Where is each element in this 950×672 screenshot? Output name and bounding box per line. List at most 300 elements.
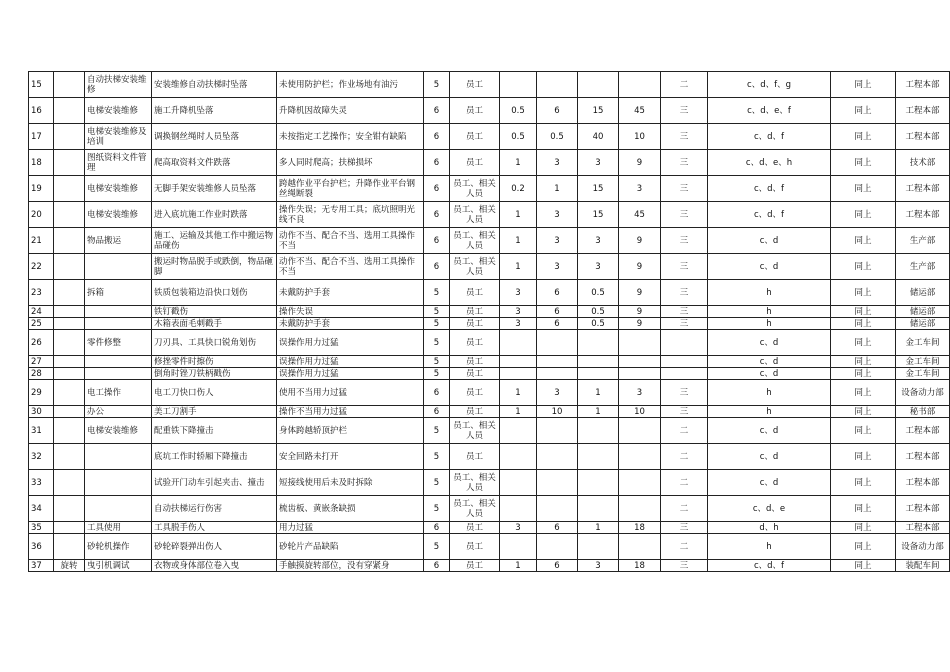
risk-score-cell: 18 <box>619 522 661 534</box>
code-cell: 5 <box>424 356 450 368</box>
exposure-cell: 6 <box>537 318 578 330</box>
activity-cell: 自动扶梯安装维修 <box>85 72 152 98</box>
time-cell: 同上 <box>831 330 896 356</box>
category-cell <box>54 368 85 380</box>
hazard-cell: 铁钉戳伤 <box>152 306 277 318</box>
control-measures-cell: c、d <box>708 330 831 356</box>
likelihood-cell: 0.5 <box>500 124 537 150</box>
time-cell: 同上 <box>831 444 896 470</box>
exposure-cell: 3 <box>537 380 578 406</box>
department-cell: 工程本部 <box>896 202 950 228</box>
likelihood-cell <box>500 534 537 560</box>
risk-score-cell: 9 <box>619 254 661 280</box>
risk-level-cell: 三 <box>661 560 708 572</box>
table-row <box>29 406 950 418</box>
exposure-cell: 6 <box>537 522 578 534</box>
code-cell: 6 <box>424 254 450 280</box>
activity-cell: 电梯安装维修 <box>85 176 152 202</box>
cause-cell: 误操作用力过猛 <box>277 356 424 368</box>
code-cell: 5 <box>424 306 450 318</box>
table-row <box>29 124 950 150</box>
consequence-cell <box>578 470 619 496</box>
category-cell <box>54 124 85 150</box>
activity-cell: 砂轮机操作 <box>85 534 152 560</box>
department-cell: 储运部 <box>896 306 950 318</box>
activity-cell: 电梯安装维修 <box>85 202 152 228</box>
time-cell: 同上 <box>831 124 896 150</box>
code-cell: 6 <box>424 124 450 150</box>
cause-cell: 使用不当用力过猛 <box>277 380 424 406</box>
risk-assessment-table <box>28 71 950 572</box>
activity-cell <box>85 368 152 380</box>
hazard-cell: 木箱表面毛刺戳手 <box>152 318 277 330</box>
activity-cell: 电梯安装维修 <box>85 98 152 124</box>
likelihood-cell: 1 <box>500 150 537 176</box>
activity-cell: 拆箱 <box>85 280 152 306</box>
consequence-cell: 40 <box>578 124 619 150</box>
affected-people-cell: 员工 <box>450 534 500 560</box>
risk-score-cell <box>619 368 661 380</box>
row-number-cell: 20 <box>29 202 54 228</box>
category-cell <box>54 254 85 280</box>
time-cell: 同上 <box>831 368 896 380</box>
department-cell: 秘书部 <box>896 406 950 418</box>
department-cell: 设备动力部 <box>896 380 950 406</box>
row-number-cell: 29 <box>29 380 54 406</box>
category-cell <box>54 202 85 228</box>
row-number-cell: 22 <box>29 254 54 280</box>
hazard-cell: 刀刃具、工具快口锐角划伤 <box>152 330 277 356</box>
risk-level-cell: 二 <box>661 418 708 444</box>
risk-level-cell: 三 <box>661 380 708 406</box>
category-cell <box>54 356 85 368</box>
cause-cell: 身体跨越轿顶护栏 <box>277 418 424 444</box>
department-cell: 工程本部 <box>896 444 950 470</box>
exposure-cell <box>537 72 578 98</box>
risk-score-cell: 45 <box>619 98 661 124</box>
risk-level-cell: 二 <box>661 496 708 522</box>
time-cell: 同上 <box>831 356 896 368</box>
exposure-cell <box>537 470 578 496</box>
risk-level-cell <box>661 368 708 380</box>
hazard-cell: 配重铁下降撞击 <box>152 418 277 444</box>
consequence-cell: 3 <box>578 254 619 280</box>
cause-cell: 操作不当用力过猛 <box>277 406 424 418</box>
control-measures-cell: h <box>708 406 831 418</box>
table-row <box>29 470 950 496</box>
cause-cell: 操作失误 <box>277 306 424 318</box>
hazard-cell: 铁质包装箱边沿快口划伤 <box>152 280 277 306</box>
code-cell: 6 <box>424 176 450 202</box>
code-cell: 5 <box>424 418 450 444</box>
affected-people-cell: 员工、相关人员 <box>450 470 500 496</box>
row-number-cell: 18 <box>29 150 54 176</box>
category-cell <box>54 98 85 124</box>
exposure-cell: 1 <box>537 176 578 202</box>
control-measures-cell: c、d、f、g <box>708 72 831 98</box>
category-cell <box>54 406 85 418</box>
activity-cell: 物品搬运 <box>85 228 152 254</box>
risk-level-cell: 三 <box>661 306 708 318</box>
category-cell: 旋转 <box>54 560 85 572</box>
table-row <box>29 444 950 470</box>
control-measures-cell: c、d <box>708 418 831 444</box>
cause-cell: 未按指定工艺操作；安全钳有缺陷 <box>277 124 424 150</box>
code-cell: 6 <box>424 406 450 418</box>
time-cell: 同上 <box>831 418 896 444</box>
cause-cell: 多人同时爬高；扶梯损坏 <box>277 150 424 176</box>
risk-score-cell: 9 <box>619 280 661 306</box>
hazard-cell: 修挫零件时擦伤 <box>152 356 277 368</box>
department-cell: 工程本部 <box>896 496 950 522</box>
risk-score-cell <box>619 356 661 368</box>
affected-people-cell: 员工、相关人员 <box>450 496 500 522</box>
exposure-cell: 6 <box>537 98 578 124</box>
cause-cell: 操作失误；无专用工具；底坑照明光线不良 <box>277 202 424 228</box>
likelihood-cell: 3 <box>500 522 537 534</box>
hazard-cell: 爬高取资料文件跌落 <box>152 150 277 176</box>
affected-people-cell: 员工 <box>450 124 500 150</box>
row-number-cell: 33 <box>29 470 54 496</box>
row-number-cell: 21 <box>29 228 54 254</box>
table-row <box>29 356 950 368</box>
row-number-cell: 32 <box>29 444 54 470</box>
code-cell: 6 <box>424 560 450 572</box>
exposure-cell: 6 <box>537 560 578 572</box>
hazard-cell: 施工升降机坠落 <box>152 98 277 124</box>
control-measures-cell: h <box>708 280 831 306</box>
cause-cell: 未戴防护手套 <box>277 280 424 306</box>
exposure-cell: 10 <box>537 406 578 418</box>
risk-level-cell: 二 <box>661 534 708 560</box>
hazard-cell: 搬运时物品脱手或跌倒，物品砸脚 <box>152 254 277 280</box>
affected-people-cell: 员工 <box>450 380 500 406</box>
affected-people-cell: 员工、相关人员 <box>450 202 500 228</box>
time-cell: 同上 <box>831 280 896 306</box>
cause-cell: 升降机因故障失灵 <box>277 98 424 124</box>
exposure-cell: 3 <box>537 150 578 176</box>
consequence-cell: 15 <box>578 98 619 124</box>
likelihood-cell <box>500 72 537 98</box>
affected-people-cell: 员工、相关人员 <box>450 228 500 254</box>
affected-people-cell: 员工 <box>450 560 500 572</box>
control-measures-cell: h <box>708 306 831 318</box>
likelihood-cell: 3 <box>500 318 537 330</box>
risk-level-cell: 三 <box>661 202 708 228</box>
code-cell: 5 <box>424 72 450 98</box>
activity-cell: 电梯安装维修及培训 <box>85 124 152 150</box>
consequence-cell: 0.5 <box>578 280 619 306</box>
consequence-cell: 3 <box>578 560 619 572</box>
activity-cell: 图纸资料文件管理 <box>85 150 152 176</box>
department-cell: 设备动力部 <box>896 534 950 560</box>
time-cell: 同上 <box>831 534 896 560</box>
category-cell <box>54 280 85 306</box>
code-cell: 5 <box>424 280 450 306</box>
row-number-cell: 19 <box>29 176 54 202</box>
department-cell: 生产部 <box>896 254 950 280</box>
hazard-cell: 施工、运输及其他工作中搬运物品碰伤 <box>152 228 277 254</box>
code-cell: 5 <box>424 318 450 330</box>
consequence-cell: 15 <box>578 176 619 202</box>
hazard-cell: 工具脱手伤人 <box>152 522 277 534</box>
likelihood-cell <box>500 368 537 380</box>
table-row <box>29 380 950 406</box>
department-cell: 技术部 <box>896 150 950 176</box>
row-number-cell: 35 <box>29 522 54 534</box>
time-cell: 同上 <box>831 202 896 228</box>
consequence-cell <box>578 418 619 444</box>
risk-score-cell <box>619 330 661 356</box>
time-cell: 同上 <box>831 228 896 254</box>
category-cell <box>54 470 85 496</box>
risk-score-cell <box>619 470 661 496</box>
table-row <box>29 368 950 380</box>
department-cell: 储运部 <box>896 318 950 330</box>
time-cell: 同上 <box>831 72 896 98</box>
risk-level-cell <box>661 330 708 356</box>
row-number-cell: 28 <box>29 368 54 380</box>
table-row <box>29 522 950 534</box>
row-number-cell: 27 <box>29 356 54 368</box>
table-row <box>29 418 950 444</box>
activity-cell: 电工操作 <box>85 380 152 406</box>
risk-score-cell: 9 <box>619 318 661 330</box>
activity-cell: 曳引机调试 <box>85 560 152 572</box>
time-cell: 同上 <box>831 254 896 280</box>
affected-people-cell: 员工 <box>450 318 500 330</box>
category-cell <box>54 228 85 254</box>
department-cell: 生产部 <box>896 228 950 254</box>
consequence-cell: 1 <box>578 522 619 534</box>
table-row <box>29 318 950 330</box>
category-cell <box>54 534 85 560</box>
department-cell: 工程本部 <box>896 418 950 444</box>
time-cell: 同上 <box>831 176 896 202</box>
department-cell: 金工车间 <box>896 368 950 380</box>
exposure-cell <box>537 496 578 522</box>
time-cell: 同上 <box>831 306 896 318</box>
department-cell: 工程本部 <box>896 124 950 150</box>
hazard-cell: 美工刀割手 <box>152 406 277 418</box>
activity-cell <box>85 470 152 496</box>
control-measures-cell: h <box>708 380 831 406</box>
affected-people-cell: 员工 <box>450 444 500 470</box>
likelihood-cell: 3 <box>500 280 537 306</box>
code-cell: 6 <box>424 228 450 254</box>
affected-people-cell: 员工、相关人员 <box>450 418 500 444</box>
table-row <box>29 98 950 124</box>
control-measures-cell: d、h <box>708 522 831 534</box>
hazard-cell: 试验开门动车引起夹击、撞击 <box>152 470 277 496</box>
risk-score-cell: 9 <box>619 306 661 318</box>
cause-cell: 砂轮片产品缺陷 <box>277 534 424 560</box>
code-cell: 5 <box>424 368 450 380</box>
control-measures-cell: c、d、f <box>708 202 831 228</box>
likelihood-cell <box>500 496 537 522</box>
hazard-cell: 调换钢丝绳时人员坠落 <box>152 124 277 150</box>
category-cell <box>54 176 85 202</box>
hazard-cell: 衣物或身体部位卷入曳 <box>152 560 277 572</box>
table-row <box>29 202 950 228</box>
exposure-cell: 0.5 <box>537 124 578 150</box>
control-measures-cell: h <box>708 318 831 330</box>
code-cell: 5 <box>424 444 450 470</box>
hazard-cell: 电工刀快口伤人 <box>152 380 277 406</box>
consequence-cell: 3 <box>578 228 619 254</box>
row-number-cell: 30 <box>29 406 54 418</box>
consequence-cell <box>578 72 619 98</box>
risk-score-cell <box>619 496 661 522</box>
activity-cell <box>85 318 152 330</box>
code-cell: 6 <box>424 150 450 176</box>
control-measures-cell: c、d <box>708 444 831 470</box>
table-row <box>29 330 950 356</box>
category-cell <box>54 72 85 98</box>
risk-level-cell: 三 <box>661 280 708 306</box>
time-cell: 同上 <box>831 380 896 406</box>
department-cell: 工程本部 <box>896 176 950 202</box>
code-cell: 6 <box>424 202 450 228</box>
row-number-cell: 36 <box>29 534 54 560</box>
activity-cell: 电梯安装维修 <box>85 418 152 444</box>
risk-level-cell: 三 <box>661 406 708 418</box>
cause-cell: 短接线使用后未及时拆除 <box>277 470 424 496</box>
row-number-cell: 25 <box>29 318 54 330</box>
risk-level-cell: 三 <box>661 98 708 124</box>
likelihood-cell: 0.2 <box>500 176 537 202</box>
affected-people-cell: 员工 <box>450 330 500 356</box>
hazard-cell: 倒角时锉刀铁柄戳伤 <box>152 368 277 380</box>
table-row <box>29 280 950 306</box>
category-cell <box>54 306 85 318</box>
risk-level-cell: 三 <box>661 522 708 534</box>
cause-cell: 手触摸旋转部位，没有穿紧身 <box>277 560 424 572</box>
risk-score-cell: 3 <box>619 380 661 406</box>
cause-cell: 安全回路未打开 <box>277 444 424 470</box>
time-cell: 同上 <box>831 496 896 522</box>
consequence-cell <box>578 534 619 560</box>
control-measures-cell: h <box>708 534 831 560</box>
exposure-cell: 3 <box>537 228 578 254</box>
time-cell: 同上 <box>831 560 896 572</box>
activity-cell <box>85 496 152 522</box>
cause-cell: 梳齿板、黄嵌条缺损 <box>277 496 424 522</box>
risk-level-cell: 二 <box>661 470 708 496</box>
row-number-cell: 23 <box>29 280 54 306</box>
department-cell: 储运部 <box>896 280 950 306</box>
department-cell: 工程本部 <box>896 470 950 496</box>
risk-score-cell: 9 <box>619 228 661 254</box>
activity-cell: 工具使用 <box>85 522 152 534</box>
likelihood-cell <box>500 470 537 496</box>
row-number-cell: 16 <box>29 98 54 124</box>
hazard-cell: 砂轮碎裂弹出伤人 <box>152 534 277 560</box>
risk-score-cell: 10 <box>619 124 661 150</box>
risk-score-cell <box>619 534 661 560</box>
consequence-cell <box>578 496 619 522</box>
control-measures-cell: c、d、e、h <box>708 150 831 176</box>
time-cell: 同上 <box>831 150 896 176</box>
likelihood-cell <box>500 444 537 470</box>
table-row <box>29 496 950 522</box>
likelihood-cell <box>500 418 537 444</box>
cause-cell: 动作不当、配合不当、选用工具操作不当 <box>277 254 424 280</box>
risk-level-cell: 三 <box>661 254 708 280</box>
row-number-cell: 26 <box>29 330 54 356</box>
control-measures-cell: c、d、e、f <box>708 98 831 124</box>
time-cell: 同上 <box>831 522 896 534</box>
table-row <box>29 560 950 572</box>
cause-cell: 动作不当、配合不当、选用工具操作不当 <box>277 228 424 254</box>
risk-level-cell: 二 <box>661 444 708 470</box>
risk-level-cell: 三 <box>661 124 708 150</box>
hazard-cell: 底坑工作时轿厢下降撞击 <box>152 444 277 470</box>
hazard-cell: 进入底坑施工作业时跌落 <box>152 202 277 228</box>
category-cell <box>54 522 85 534</box>
activity-cell <box>85 254 152 280</box>
table-row <box>29 228 950 254</box>
consequence-cell <box>578 444 619 470</box>
department-cell: 工程本部 <box>896 72 950 98</box>
exposure-cell <box>537 330 578 356</box>
cause-cell: 未戴防护手套 <box>277 318 424 330</box>
risk-score-cell: 9 <box>619 150 661 176</box>
cause-cell: 误操作用力过猛 <box>277 330 424 356</box>
affected-people-cell: 员工 <box>450 368 500 380</box>
code-cell: 5 <box>424 330 450 356</box>
category-cell <box>54 150 85 176</box>
activity-cell: 办公 <box>85 406 152 418</box>
affected-people-cell: 员工 <box>450 150 500 176</box>
code-cell: 5 <box>424 496 450 522</box>
risk-level-cell: 三 <box>661 228 708 254</box>
risk-score-cell: 18 <box>619 560 661 572</box>
exposure-cell <box>537 368 578 380</box>
likelihood-cell <box>500 330 537 356</box>
control-measures-cell: c、d <box>708 356 831 368</box>
hazard-cell: 无脚手架安装维修人员坠落 <box>152 176 277 202</box>
time-cell: 同上 <box>831 406 896 418</box>
department-cell: 金工车间 <box>896 330 950 356</box>
cause-cell: 跨越作业平台护栏；升降作业平台钢丝绳断裂 <box>277 176 424 202</box>
likelihood-cell: 1 <box>500 560 537 572</box>
affected-people-cell: 员工 <box>450 406 500 418</box>
control-measures-cell: c、d <box>708 254 831 280</box>
row-number-cell: 24 <box>29 306 54 318</box>
likelihood-cell: 1 <box>500 254 537 280</box>
consequence-cell: 0.5 <box>578 318 619 330</box>
likelihood-cell: 0.5 <box>500 98 537 124</box>
affected-people-cell: 员工 <box>450 98 500 124</box>
exposure-cell: 6 <box>537 280 578 306</box>
department-cell: 工程本部 <box>896 522 950 534</box>
table-row <box>29 306 950 318</box>
category-cell <box>54 418 85 444</box>
table-row <box>29 176 950 202</box>
activity-cell: 零件修整 <box>85 330 152 356</box>
risk-score-cell: 10 <box>619 406 661 418</box>
code-cell: 5 <box>424 470 450 496</box>
hazard-cell: 安装维修自动扶梯时坠落 <box>152 72 277 98</box>
risk-score-cell: 45 <box>619 202 661 228</box>
risk-score-cell <box>619 444 661 470</box>
cause-cell: 未使用防护栏；作业场地有油污 <box>277 72 424 98</box>
control-measures-cell: c、d、f <box>708 560 831 572</box>
department-cell: 装配车间 <box>896 560 950 572</box>
department-cell: 工程本部 <box>896 98 950 124</box>
control-measures-cell: c、d、f <box>708 124 831 150</box>
